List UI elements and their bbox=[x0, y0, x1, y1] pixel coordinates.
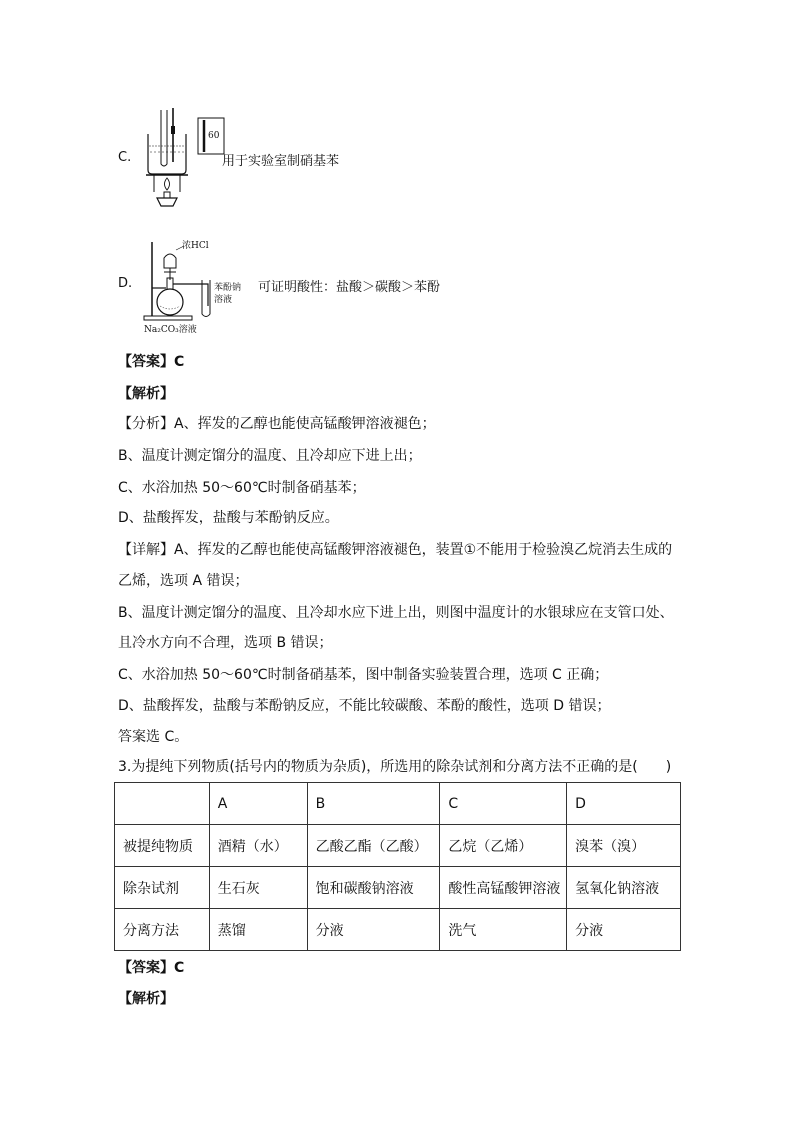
table-cell: 乙酸乙酯（乙酸） bbox=[307, 825, 440, 867]
table-cell: 生石灰 bbox=[209, 867, 307, 909]
table-row bbox=[115, 909, 681, 951]
q2-detail-line: 答案选 C。 bbox=[118, 729, 189, 745]
option-d-label: D. bbox=[118, 276, 133, 291]
table-cell: 氢氧化钠溶液 bbox=[567, 867, 681, 909]
option-c-label: C. bbox=[118, 150, 132, 165]
table-cell: 溴苯（溴） bbox=[567, 825, 681, 867]
table-row bbox=[115, 825, 681, 867]
table-header-cell bbox=[115, 783, 210, 825]
table-header-cell: D bbox=[567, 783, 681, 825]
q2-jiexi-heading: 【解析】 bbox=[118, 386, 174, 402]
acidity-apparatus-figure bbox=[140, 236, 246, 336]
phenolate-label-line1: 苯酚钠 bbox=[214, 283, 242, 293]
table-cell: 分液 bbox=[307, 909, 440, 951]
q3-question: 3.为提纯下列物质(括号内的物质为杂质)，所选用的除杂试剂和分离方法不正确的是( ) bbox=[118, 759, 672, 775]
table-cell: 酸性高锰酸钾溶液 bbox=[440, 867, 567, 909]
q3-answer: 【答案】C bbox=[118, 960, 185, 976]
table-cell: 除杂试剂 bbox=[115, 867, 210, 909]
table-cell: 分液 bbox=[567, 909, 681, 951]
q2-answer: 【答案】C bbox=[118, 354, 185, 370]
q2-detail-line: 乙烯，选项 A 错误； bbox=[118, 573, 249, 589]
thermometer-reading-label: 60 bbox=[208, 131, 220, 141]
q2-analysis-line: B、温度计测定馏分的温度、且冷却应下进上出； bbox=[118, 448, 422, 464]
table-header-row bbox=[115, 783, 681, 825]
nitrobenzene-apparatus-figure bbox=[142, 106, 226, 210]
q2-detail-line: C、水浴加热 50～60℃时制备硝基苯，图中制备实验装置合理，选项 C 正确； bbox=[118, 667, 609, 683]
q2-detail-line: 【详解】A、挥发的乙醇也能使高锰酸钾溶液褪色，装置①不能用于检验溴乙烷消去生成的 bbox=[118, 542, 673, 558]
table-cell: 饱和碳酸钠溶液 bbox=[307, 867, 440, 909]
q2-detail-line: 且冷水方向不合理，选项 B 错误； bbox=[118, 635, 333, 651]
option-c-text: 用于实验室制硝基苯 bbox=[222, 154, 340, 169]
table-header-cell: A bbox=[209, 783, 307, 825]
table-cell: 洗气 bbox=[440, 909, 567, 951]
option-d-text: 可证明酸性：盐酸＞碳酸＞苯酚 bbox=[258, 280, 441, 295]
q2-analysis-line: D、盐酸挥发，盐酸与苯酚钠反应。 bbox=[118, 510, 339, 526]
phenolate-label-line2: 溶液 bbox=[214, 295, 233, 305]
table-cell: 蒸馏 bbox=[209, 909, 307, 951]
q3-jiexi-heading: 【解析】 bbox=[118, 991, 174, 1007]
carbonate-label: Na₂CO₃溶液 bbox=[144, 325, 197, 335]
table-cell: 酒精（水） bbox=[209, 825, 307, 867]
table-cell: 分离方法 bbox=[115, 909, 210, 951]
table-header-cell: C bbox=[440, 783, 567, 825]
q2-detail-line: B、温度计测定馏分的温度、且冷却水应下进上出，则图中温度计的水银球应在支管口处、 bbox=[118, 605, 674, 621]
table-header-cell: B bbox=[307, 783, 440, 825]
table-cell: 乙烷（乙烯） bbox=[440, 825, 567, 867]
conc-hcl-label: 浓HCl bbox=[182, 241, 209, 251]
purification-table bbox=[114, 782, 681, 951]
table-cell: 被提纯物质 bbox=[115, 825, 210, 867]
table-row bbox=[115, 867, 681, 909]
q2-analysis-line: 【分析】A、挥发的乙醇也能使高锰酸钾溶液褪色； bbox=[118, 416, 436, 432]
q2-detail-line: D、盐酸挥发，盐酸与苯酚钠反应，不能比较碳酸、苯酚的酸性，选项 D 错误； bbox=[118, 698, 611, 714]
q2-analysis-line: C、水浴加热 50～60℃时制备硝基苯； bbox=[118, 480, 366, 496]
